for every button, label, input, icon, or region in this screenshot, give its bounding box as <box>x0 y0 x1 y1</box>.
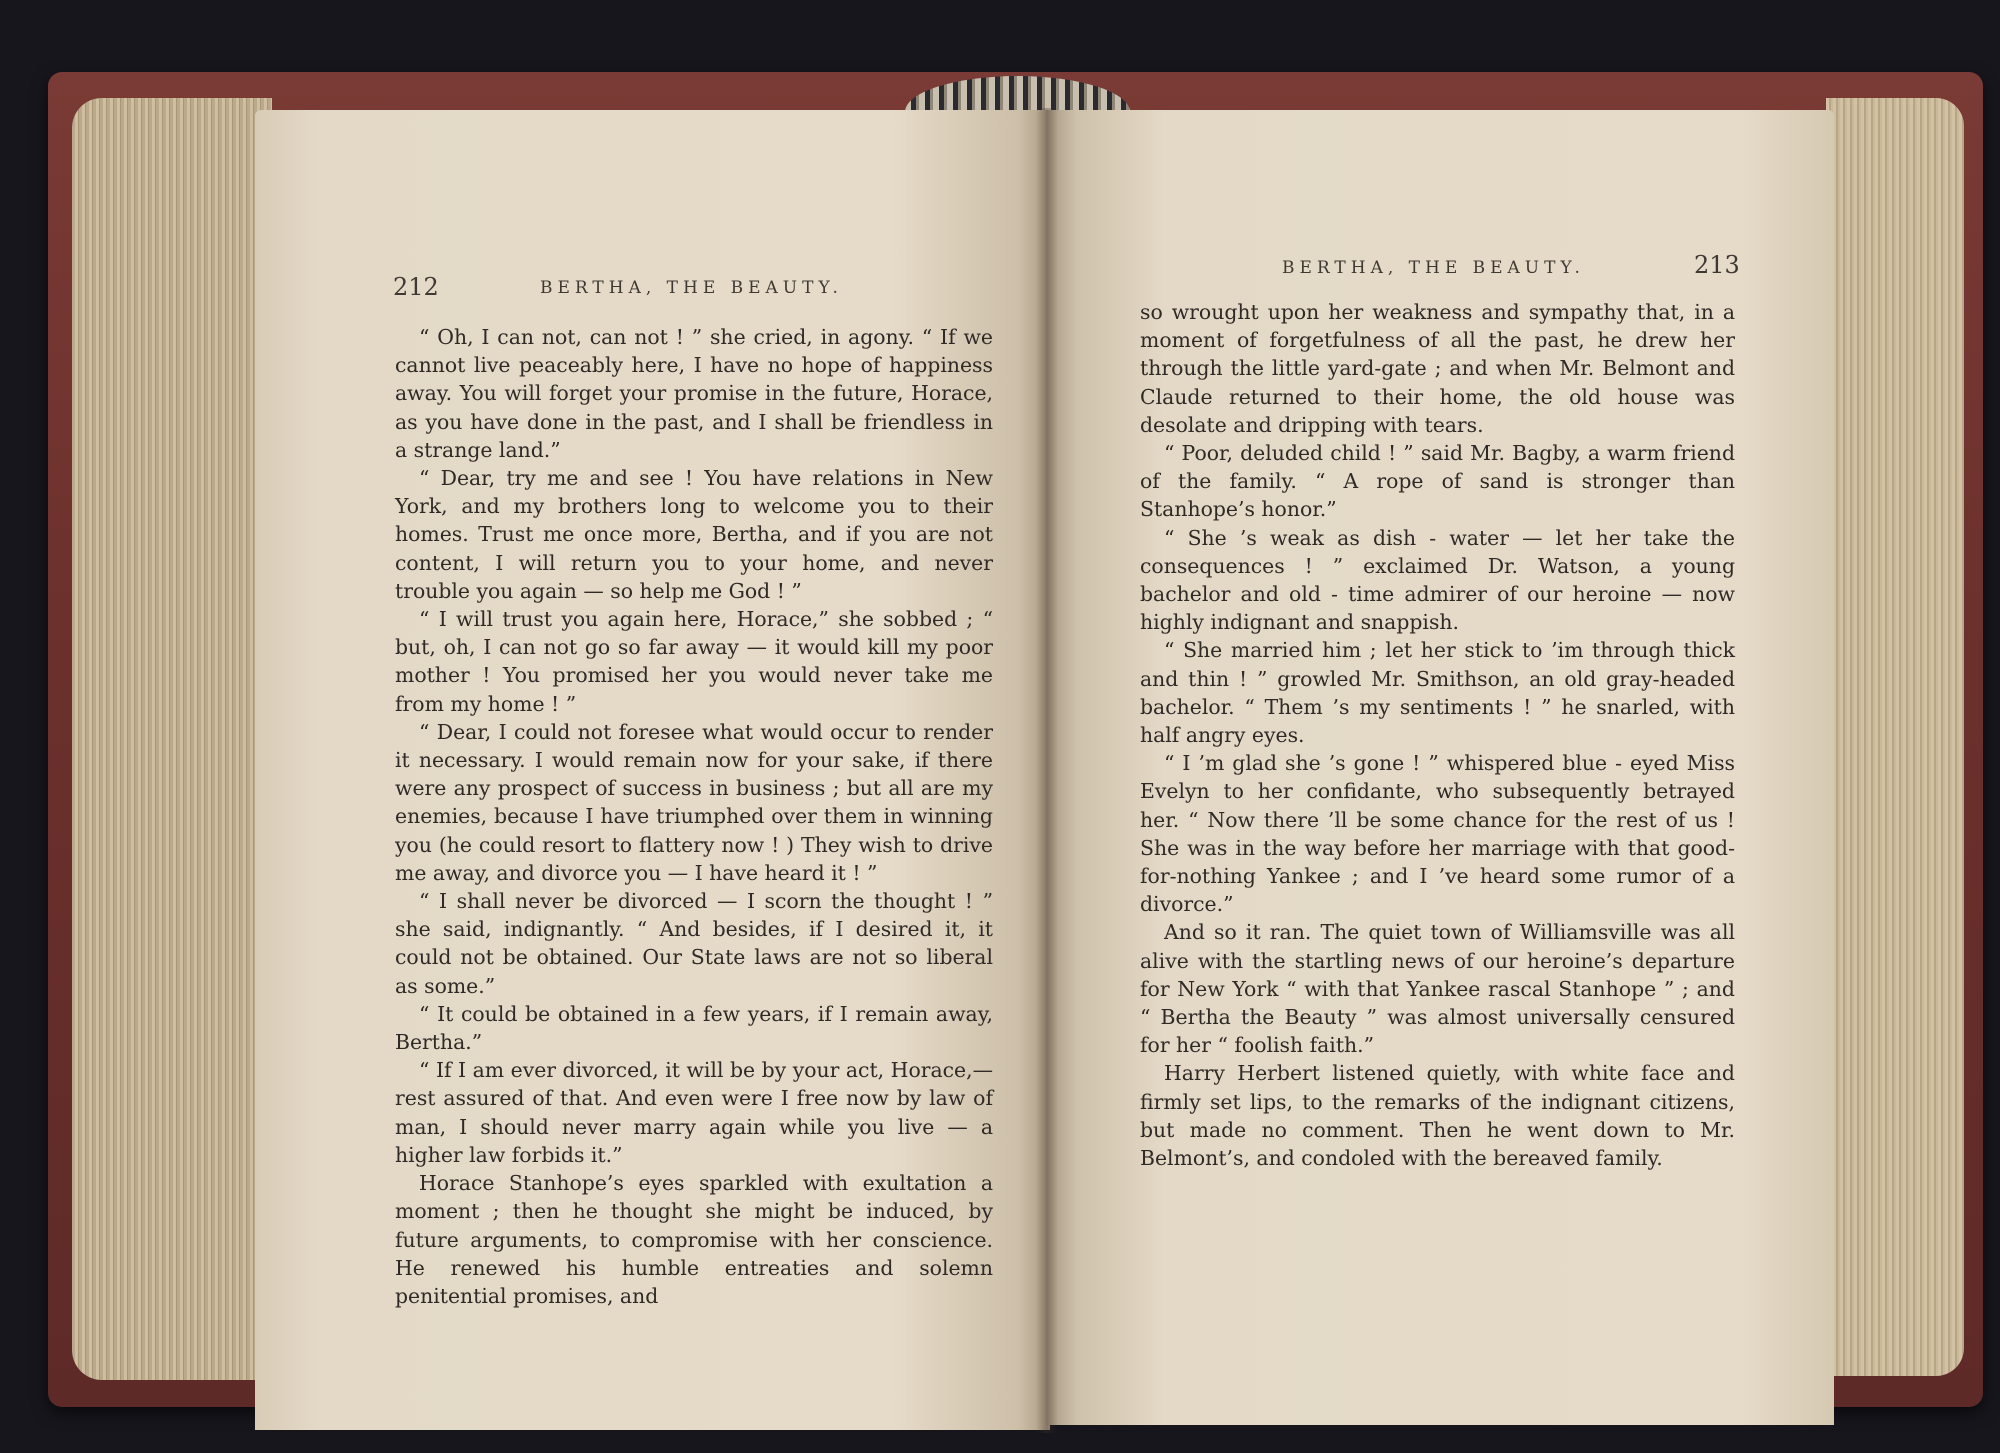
right-page-number: 213 <box>1694 251 1740 279</box>
paragraph: “ Dear, I could not foresee what would occur to render it necessary. I would remain now for your sake, if there were any prospect of success in business ; but all are my enemies, because I have triumphed over them in winning you (he could resort to flattery now ! ) They wish to drive me away, and divorce you — I have heard it ! ” <box>395 719 993 885</box>
left-page-number: 212 <box>393 273 439 301</box>
left-page-text <box>395 323 993 1310</box>
paragraph: “ She married him ; let her stick to ’im through thick and thin ! ” growled Mr. Smithson, an old gray-headed bachelor. “ Them ’s my sentiments ! ” he snarled, with half angry eyes. <box>1140 638 1735 748</box>
paragraph: “ Oh, I can not, can not ! ” she cried, in agony. “ If we cannot live peaceably here, I have no hope of happiness away. You will forget your promise in the future, Horace, as you have done in the past, and I shall be friendless in a strange land.” <box>395 325 993 462</box>
paragraph: “ If I am ever divorced, it will be by your act, Horace,— rest assured of that. And even were I free now by law of man, I should never marry again while you live — a higher law forbids it.” <box>395 1058 993 1167</box>
right-running-head: BERTHA, THE BEAUTY. <box>1282 258 1585 278</box>
paragraph: “ Dear, try me and see ! You have relations in New York, and my brothers long to welcome you to their homes. Trust me once more, Bertha, and if you are not content, I will return you to your home, and never trouble you again — so help me God ! ” <box>395 466 993 603</box>
paragraph: “ I ’m glad she ’s gone ! ” whispered blue - eyed Miss Evelyn to her confidante, who subsequently betrayed her. “ Now there ’ll be some chance for the rest of us ! She was in the way before her marriage with that good-for-nothing Yankee ; and I ’ve heard some rumor of a divorce.” <box>1140 751 1735 917</box>
right-page-text <box>1140 298 1735 1172</box>
paragraph: “ She ’s weak as dish - water — let her take the consequences ! ” exclaimed Dr. Watson, a young bachelor and old - time admirer of our heroine — now highly indignant and snappish. <box>1140 525 1735 635</box>
book-gutter <box>1036 108 1058 1433</box>
page-edges-left <box>72 98 272 1380</box>
paragraph: so wrought upon her weakness and sympathy that, in a moment of forgetfulness of all the past, he drew her through the little yard-gate ; and when Mr. Belmont and Claude returned to their home, the old house was desolate and dripping with tears. <box>1140 300 1735 437</box>
paragraph: “ I shall never be divorced — I scorn the thought ! ” she said, indignantly. “ And besides, if I desired it, it could not be obtained. Our State laws are not so liberal as some.” <box>395 889 993 998</box>
left-running-head: BERTHA, THE BEAUTY. <box>540 278 843 298</box>
paragraph: Horace Stanhope’s eyes sparkled with exultation a moment ; then he thought she might be induced, by future arguments, to compromise with her conscience. He renewed his humble entreaties and solemn penitential promises, and <box>395 1171 993 1308</box>
paragraph: And so it ran. The quiet town of Williamsville was all alive with the startling news of our heroine’s departure for New York “ with that Yankee rascal Stanhope ” ; and “ Bertha the Beauty ” was almost universally censured for her “ foolish faith.” <box>1140 920 1735 1058</box>
paragraph: “ I will trust you again here, Horace,” she sobbed ; “ but, oh, I can not go so far away — it would kill my poor mother ! You promised her you would never take me from my home ! ” <box>395 607 993 716</box>
paragraph: “ Poor, deluded child ! ” said Mr. Bagby, a warm friend of the family. “ A rope of sand is stronger than Stanhope’s honor.” <box>1140 441 1735 522</box>
page-edges-right <box>1826 98 1964 1376</box>
paragraph: “ It could be obtained in a few years, if I remain away, Bertha.” <box>395 1001 993 1055</box>
paragraph: Harry Herbert listened quietly, with white face and firmly set lips, to the remarks of the indignant citizens, but made no comment. Then he went down to Mr. Belmont’s, and condoled with the bereaved family. <box>1140 1061 1735 1171</box>
